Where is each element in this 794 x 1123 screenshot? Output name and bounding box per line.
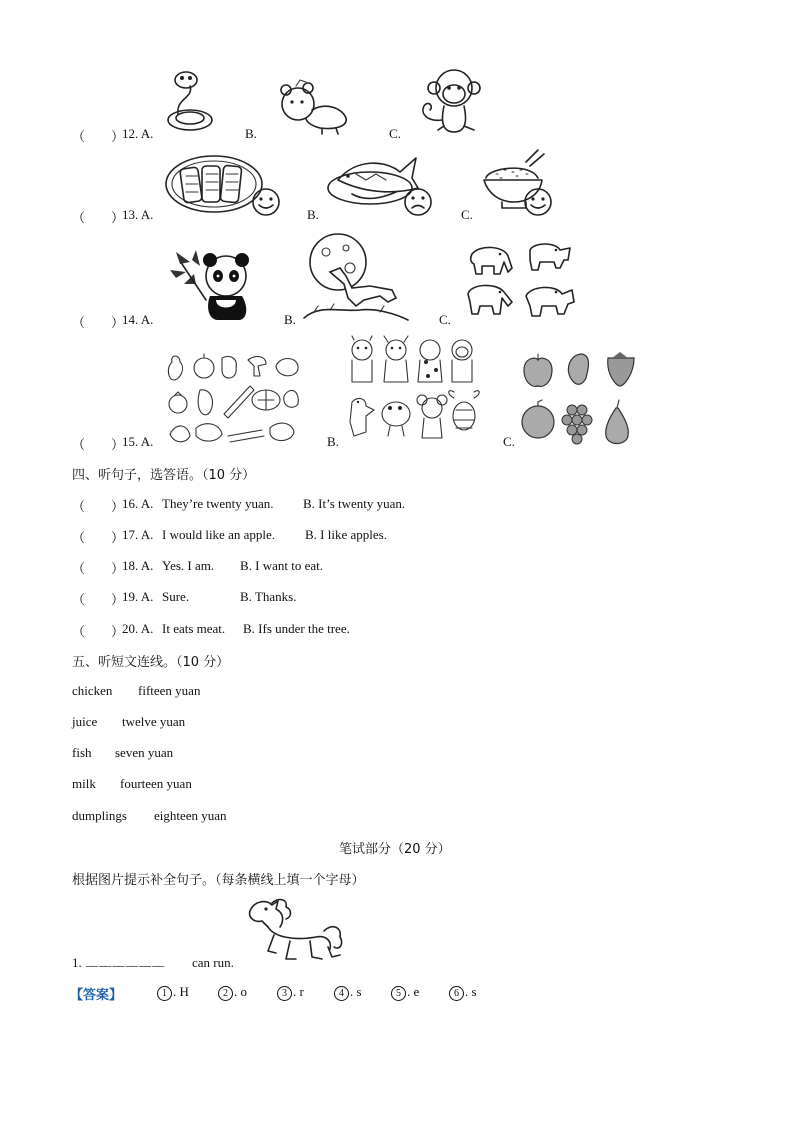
option-b-label: B. [327,434,339,449]
wolf-moon-picture [300,232,410,324]
price-item[interactable]: eighteen yuan [154,808,227,823]
option-b: B. I want to eat. [240,558,324,573]
section-4-title: 四、听句子，选答语。（10 分） [72,468,256,483]
question-number: 15. A. [122,434,154,449]
option-c-label: C. [461,207,473,222]
option-c-label: C. [503,434,515,449]
option-a: I would like an apple. [162,527,275,542]
answer-paren[interactable]: （ ） [72,592,125,607]
option-c-label: C. [389,126,401,141]
answer-paren[interactable]: （ ） [72,437,125,452]
option-b-label: B. [245,126,257,141]
answer-index: 4 [334,986,349,1001]
answer-index: 2 [218,986,233,1001]
animals-picture [344,336,480,446]
answer-item [334,984,362,1001]
panda-picture [166,240,258,324]
written-part-title: 笔试部分（20 分） [339,842,451,857]
question-number: 18. A. [122,558,154,573]
option-b: B. It’s twenty yuan. [303,496,406,511]
answer-item [218,984,247,1001]
food-item[interactable]: juice [72,714,98,729]
fruits-picture [520,350,640,448]
vegetables-picture [166,350,302,448]
answer-index: 1 [157,986,172,1001]
question-number: 17. A. [122,527,154,542]
answer-paren[interactable]: （ ） [72,129,125,144]
question-number: 20. A. [122,621,154,636]
dumplings-picture [164,150,282,218]
price-item[interactable]: fourteen yuan [120,776,192,791]
answer-index: 5 [391,986,406,1001]
price-item[interactable]: fifteen yuan [138,683,201,698]
option-b: B. I like apples. [305,527,387,542]
answer-paren[interactable]: （ ） [72,624,125,639]
option-c-label: C. [439,312,451,327]
elephants-picture [460,240,578,324]
question-number: 13. A. [122,207,154,222]
option-a: It eats meat. [162,621,226,636]
answer-value: . H [173,984,189,999]
option-b: B. Thanks. [240,589,297,604]
answer-value: . s [465,984,477,999]
answer-label: 【答案】 [70,988,123,1003]
question-number: 14. A. [122,312,154,327]
section-5-title: 五、听短文连线。（10 分） [72,655,230,670]
option-b: B. Ifs under the tree. [243,621,350,636]
answer-item [391,984,419,1001]
answer-paren[interactable]: （ ） [72,210,125,225]
answer-item [449,984,477,1001]
food-item[interactable]: chicken [72,683,113,698]
answer-paren[interactable]: （ ） [72,530,125,545]
bear-picture [276,80,358,136]
answer-value: . s [350,984,362,999]
snake-picture [160,68,220,134]
answer-index: 6 [449,986,464,1001]
answer-paren[interactable]: （ ） [72,499,125,514]
written-instruction: 根据图片提示补全句子。（每条横线上填一个字母） [72,873,365,888]
option-a: Sure. [162,589,190,604]
answer-item [157,984,189,1001]
sentence-tail: can run. [192,955,234,970]
food-item[interactable]: fish [72,745,92,760]
letter-blanks[interactable]: __ __ __ __ __ __ [86,953,164,968]
fish-picture [326,148,434,218]
monkey-picture [414,66,488,136]
question-number: 1. [72,955,82,970]
food-item[interactable]: milk [72,776,96,791]
answer-value: . e [407,984,420,999]
question-number: 19. A. [122,589,154,604]
price-item[interactable]: twelve yuan [122,714,186,729]
option-b-label: B. [284,312,296,327]
option-a: They’re twenty yuan. [162,496,274,511]
option-a: Yes. I am. [162,558,215,573]
answer-paren[interactable]: （ ） [72,315,125,330]
answer-index: 3 [277,986,292,1001]
horse-picture [244,897,346,967]
answer-paren[interactable]: （ ） [72,561,125,576]
question-number: 12. A. [122,126,154,141]
price-item[interactable]: seven yuan [115,745,174,760]
answer-item [277,984,304,1001]
answer-value: . o [234,984,247,999]
option-b-label: B. [307,207,319,222]
answer-value: . r [293,984,304,999]
rice-bowl-picture [480,148,556,218]
food-item[interactable]: dumplings [72,808,127,823]
question-number: 16. A. [122,496,154,511]
